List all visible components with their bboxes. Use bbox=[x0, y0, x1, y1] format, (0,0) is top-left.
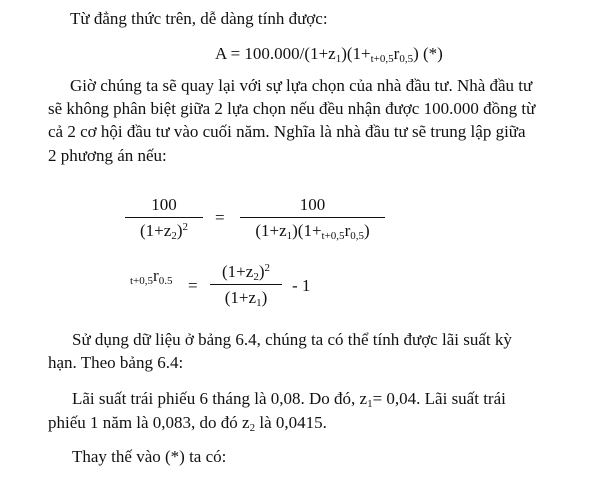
eq-b-left-den-b: ) bbox=[176, 221, 183, 240]
para3-l2-sub: 2 bbox=[249, 422, 256, 434]
eq-a-sub-1: 1 bbox=[335, 53, 342, 65]
eq-a-mid: )(1+ bbox=[341, 44, 371, 63]
fraction-bar bbox=[210, 284, 282, 285]
eq-c-denominator bbox=[210, 288, 282, 308]
eq-c-den-sub: 1 bbox=[256, 297, 262, 309]
eq-b-right-den-sub-r: 0,5 bbox=[350, 230, 364, 242]
eq-a-rhs-start: = 100.000/(1+z bbox=[230, 44, 336, 63]
eq-b-left-den-a: (1+z bbox=[140, 221, 172, 240]
para2-line-2: hạn. Theo bảng 6.4: bbox=[48, 353, 184, 372]
para1-line-3: cả 2 cơ hội đầu tư vào cuối năm. Nghĩa là nhà đầu tư sẽ trung lập giữa bbox=[48, 122, 526, 141]
eq-c-den-a: (1+z bbox=[224, 288, 257, 307]
eq-b-left-denominator bbox=[125, 221, 203, 241]
eq-b-right-den-c: ) bbox=[363, 221, 370, 240]
eq-a-lhs: A bbox=[215, 44, 227, 63]
eq-b-right-den-sub: 1 bbox=[286, 230, 293, 242]
para2-line-1: Sử dụng dữ liệu ở bảng 6.4, chúng ta có thể tính được lãi suất kỳ bbox=[72, 330, 512, 349]
para4-text: Thay thế vào (*) ta có: bbox=[72, 447, 227, 466]
eq-b-right-den-a: (1+z bbox=[255, 221, 287, 240]
eq-b-right-den-r: r bbox=[344, 221, 351, 240]
eq-c-tail: - 1 bbox=[292, 276, 311, 295]
eq-c-den-b: ) bbox=[261, 288, 268, 307]
eq-a-sub-t: t+0,5 bbox=[370, 53, 394, 65]
eq-b-right-denominator bbox=[240, 221, 385, 241]
eq-c-num-sup: 2 bbox=[264, 262, 270, 274]
para3-l1-a: Lãi suất trái phiếu 6 tháng là 0,08. Do đó, z bbox=[72, 389, 368, 408]
eq-c-num-sub: 2 bbox=[253, 271, 259, 283]
eq-b-left-fraction bbox=[125, 195, 203, 241]
para3-l1-b: = 0,04. Lãi suất trái bbox=[372, 389, 506, 408]
eq-b-equals: = bbox=[215, 208, 225, 227]
para1-line-4: 2 phương án nếu: bbox=[48, 146, 167, 165]
eq-c-numerator bbox=[210, 262, 282, 282]
eq-c-lhs-sub-t: t+0,5 bbox=[130, 275, 154, 287]
fraction-bar bbox=[240, 217, 385, 218]
eq-c-num-a: (1+z bbox=[222, 262, 254, 281]
eq-b-left-den-sub: 2 bbox=[171, 230, 177, 242]
para1-line-1: Giờ chúng ta sẽ quay lại với sự lựa chọn của nhà đầu tư. Nhà đầu tư bbox=[70, 76, 533, 95]
eq-a-end: ) (*) bbox=[413, 44, 443, 63]
eq-c-lhs-sub-r: 0.5 bbox=[158, 275, 173, 287]
eq-b-left-numerator: 100 bbox=[151, 195, 177, 214]
eq-b-right-fraction bbox=[240, 195, 385, 241]
eq-a-r: r bbox=[393, 44, 400, 63]
equation-a bbox=[215, 44, 443, 64]
eq-b-right-den-sub-t: t+0,5 bbox=[321, 230, 345, 242]
para3-line-2 bbox=[48, 413, 327, 433]
intro-text: Từ đẳng thức trên, dễ dàng tính được: bbox=[70, 9, 328, 28]
eq-c-lhs bbox=[130, 266, 172, 286]
eq-a-sub-r: 0,5 bbox=[399, 53, 414, 65]
eq-b-right-den-b: )(1+ bbox=[292, 221, 322, 240]
eq-c-num-b: ) bbox=[258, 262, 265, 281]
fraction-bar bbox=[125, 217, 203, 218]
eq-b-left-den-sup: 2 bbox=[182, 221, 188, 233]
para3-l2-b: là 0,0415. bbox=[255, 413, 327, 432]
eq-c-lhs-r: r bbox=[153, 266, 159, 285]
para3-l2-a: phiếu 1 năm là 0,083, do đó z bbox=[48, 413, 250, 432]
eq-b-right-numerator: 100 bbox=[299, 195, 326, 214]
eq-c-fraction bbox=[210, 262, 282, 308]
para1-line-2: sẽ không phân biệt giữa 2 lựa chọn nếu đều nhận được 100.000 đồng từ bbox=[48, 99, 536, 118]
eq-c-equals: = bbox=[188, 276, 198, 295]
para3-l1-sub: 1 bbox=[367, 398, 373, 410]
para3-line-1 bbox=[72, 389, 506, 409]
